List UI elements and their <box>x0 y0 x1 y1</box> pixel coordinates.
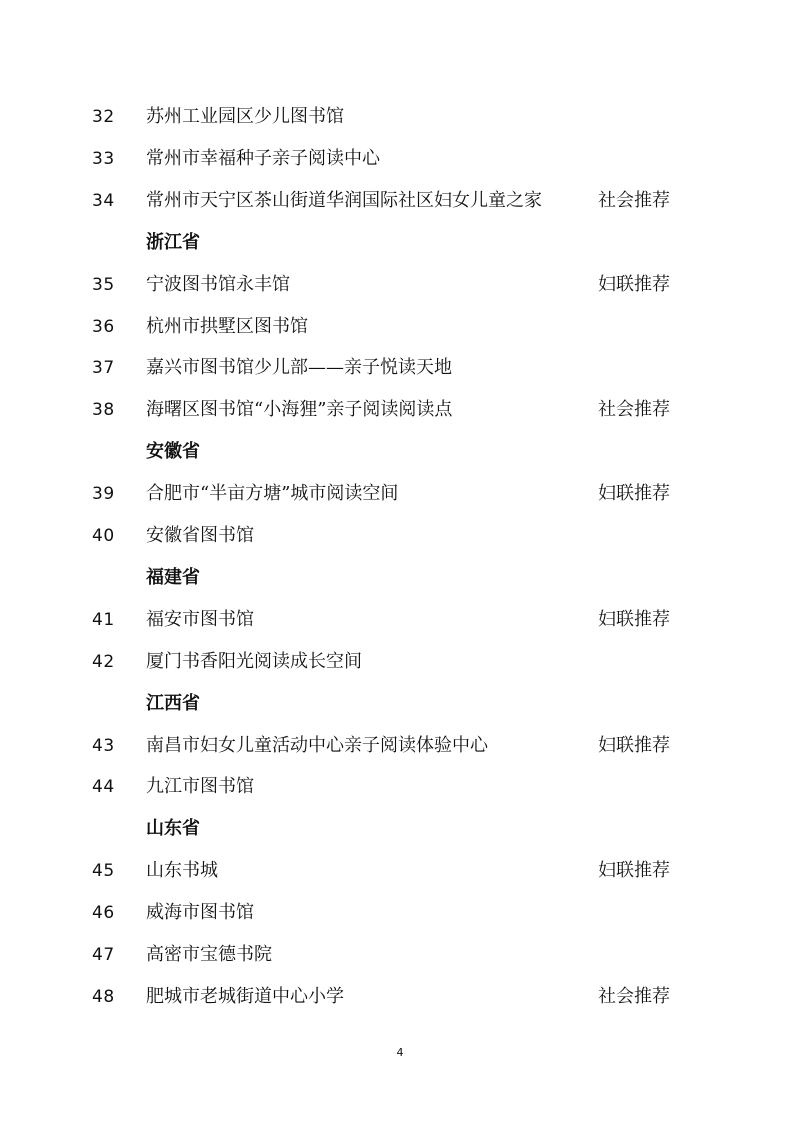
item-name: 嘉兴市图书馆少儿部——亲子悦读天地 <box>146 357 452 379</box>
recommendation-source: 妇联推荐 <box>598 273 670 295</box>
province-heading-row <box>0 563 800 593</box>
list-item <box>0 102 800 132</box>
item-number: 36 <box>92 316 115 337</box>
item-name: 合肥市“半亩方塘”城市阅读空间 <box>146 483 399 505</box>
item-name: 高密市宝德书院 <box>146 944 272 965</box>
item-name: 常州市幸福种子亲子阅读中心 <box>146 147 380 169</box>
item-number: 34 <box>92 190 115 211</box>
item-number: 32 <box>92 107 115 127</box>
list-item <box>0 856 800 886</box>
list-item <box>0 940 800 970</box>
item-number: 48 <box>92 986 115 1007</box>
item-name: 厦门书香阳光阅读成长空间 <box>146 650 362 672</box>
item-name: 苏州工业园区少儿图书馆 <box>146 106 344 127</box>
list-item <box>0 479 800 509</box>
item-name: 杭州市拱墅区图书馆 <box>146 315 308 337</box>
list-item <box>0 144 800 174</box>
list-item <box>0 647 800 677</box>
province-heading-row <box>0 814 800 844</box>
list-item <box>0 731 800 761</box>
list-item <box>0 186 800 216</box>
item-number: 33 <box>92 148 115 169</box>
list-item <box>0 605 800 635</box>
item-number: 40 <box>92 526 115 546</box>
recommendation-source: 社会推荐 <box>598 985 670 1007</box>
item-number: 38 <box>92 400 115 421</box>
item-name: 海曙区图书馆“小海狸”亲子阅读阅读点 <box>146 399 453 421</box>
recommendation-source: 妇联推荐 <box>598 734 670 756</box>
recommendation-source: 社会推荐 <box>598 189 670 211</box>
item-number: 42 <box>92 651 115 672</box>
list-item <box>0 898 800 928</box>
list-item <box>0 353 800 383</box>
item-name: 南昌市妇女儿童活动中心亲子阅读体验中心 <box>146 734 488 756</box>
page-number: 4 <box>396 1046 404 1059</box>
item-number: 43 <box>92 735 115 756</box>
item-name: 宁波图书馆永丰馆 <box>146 273 290 295</box>
item-number: 41 <box>92 609 115 630</box>
list-item <box>0 312 800 342</box>
item-number: 44 <box>92 777 115 798</box>
province-heading: 山东省 <box>146 818 200 840</box>
recommendation-source: 妇联推荐 <box>598 608 670 630</box>
item-number: 47 <box>92 945 115 965</box>
list-item <box>0 270 800 300</box>
province-heading: 安徽省 <box>146 441 200 463</box>
province-heading: 浙江省 <box>146 231 200 253</box>
province-heading-row <box>0 689 800 719</box>
item-name: 山东书城 <box>146 860 218 882</box>
item-number: 35 <box>92 274 115 295</box>
province-heading-row <box>0 437 800 467</box>
list-item <box>0 395 800 425</box>
recommendation-source: 妇联推荐 <box>598 483 670 505</box>
item-name: 福安市图书馆 <box>146 608 254 630</box>
item-name: 肥城市老城街道中心小学 <box>146 985 344 1007</box>
list-item <box>0 772 800 802</box>
list-item <box>0 982 800 1012</box>
recommendation-source: 社会推荐 <box>598 399 670 421</box>
item-number: 45 <box>92 861 115 882</box>
item-name: 常州市天宁区茶山街道华润国际社区妇女儿童之家 <box>146 189 542 211</box>
item-number: 37 <box>92 358 115 379</box>
item-name: 威海市图书馆 <box>146 902 254 924</box>
province-heading-row <box>0 228 800 258</box>
item-name: 安徽省图书馆 <box>146 525 254 546</box>
list-item <box>0 521 800 551</box>
province-heading: 福建省 <box>146 566 200 588</box>
recommendation-source: 妇联推荐 <box>598 860 670 882</box>
item-number: 39 <box>92 484 115 505</box>
province-heading: 江西省 <box>146 692 200 714</box>
item-name: 九江市图书馆 <box>146 776 254 798</box>
item-number: 46 <box>92 903 115 924</box>
